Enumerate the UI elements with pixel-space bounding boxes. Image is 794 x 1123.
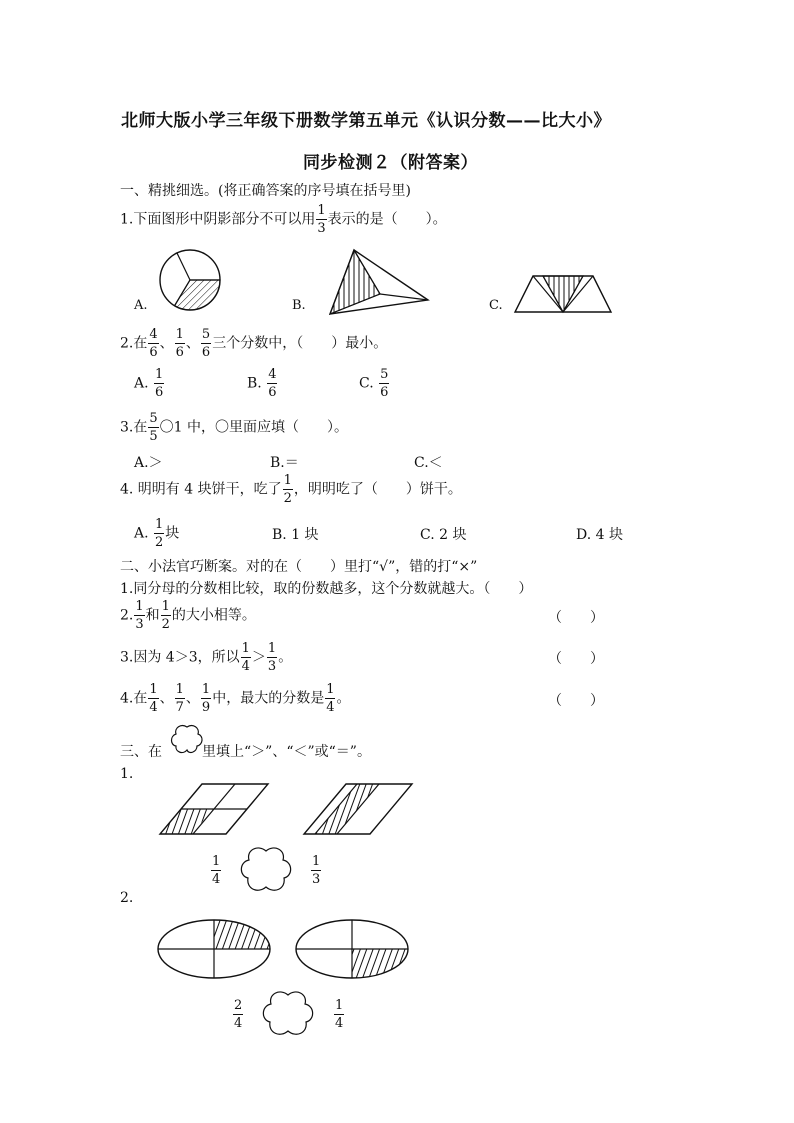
fraction-right: $\frac{1}{3}$ [312,854,321,887]
question-1-4: 4. 明明有 4 块饼干，吃了 $\frac{1}{2}$ ，明明吃了（ ）饼干。 [120,473,462,506]
flower-answer-box[interactable] [260,990,316,1038]
circle-figure [158,248,224,314]
question-2-1: 1.同分母的分数相比较，取的份数越多，这个分数就越大。（ ） [120,581,533,597]
fraction-right: $\frac{1}{4}$ [335,998,344,1031]
question-text: 表示的是（ ）。 [327,211,447,228]
section3-heading: 三、在 里填上“＞”、“＜”或“＝”。 [120,744,371,760]
option-a[interactable]: A. $\frac{1}{2}$ 块 [134,517,180,550]
option-c[interactable]: C. 2 块 [420,527,467,543]
triangle-figure [318,248,430,318]
option-c[interactable]: C.＜ [414,455,443,471]
fraction-left: $\frac{1}{4}$ [212,854,221,887]
circle-placeholder-icon: 〇 [215,419,229,436]
option-b[interactable]: B. 1 块 [272,527,319,543]
trapezoid-figure [513,274,613,314]
option-b[interactable]: B.＝ [270,455,299,471]
answer-paren[interactable]: （ ） [548,610,604,626]
question-1-3: 3.在 $\frac{5}{5}$ 〇1 中，〇里面应填（ ）。 [120,411,348,444]
question-1-1 [120,204,447,235]
section2-heading: 二、小法官巧断案。对的在（ ）里打“√”，错的打“×” [120,559,478,575]
flower-blank-icon [170,724,204,754]
option-a[interactable]: A. $\frac{1}{6}$ [134,367,164,400]
option-c[interactable]: C. [489,298,503,313]
option-b[interactable]: B. $\frac{4}{6}$ [247,367,277,400]
section1-heading: 一、精挑细选。(将正确答案的序号填在括号里) [120,183,411,199]
question-1-2: 2.在 $\frac{4}{6}$ 、 $\frac{1}{6}$ 、 $\frac{5}{6}$ 三个分数中，（ ）最小。 [120,327,388,360]
page-title-line2: 同步检测２（附答案） [303,153,478,173]
parallelogram-left [158,782,270,836]
ellipse-right [294,918,410,980]
option-c[interactable]: C. $\frac{5}{6}$ [359,367,389,400]
option-b[interactable]: B. [292,298,306,313]
ellipse-left [156,918,272,980]
fraction: $\frac{1}{3}$ [317,203,326,236]
question-2-4: 4.在 $\frac{1}{4}$ 、 $\frac{1}{7}$ 、 $\frac{1}{9}$ 中，最大的分数是 $\frac{1}{4}$ 。 [120,682,351,715]
question-3-1-label: 1. [120,766,134,782]
option-d[interactable]: D. 4 块 [576,527,623,543]
question-2-3: 3.因为 4＞3，所以 $\frac{1}{4}$ ＞ $\frac{1}{3}$ 。 [120,641,293,674]
page-title-line1: 北师大版小学三年级下册数学第五单元《认识分数——比大小》 [121,111,611,131]
answer-paren[interactable]: （ ） [548,651,604,667]
question-text: 1.下面图形中阴影部分不可以用 [120,211,316,228]
answer-paren[interactable]: （ ） [548,693,604,709]
parallelogram-right [302,782,414,836]
flower-answer-box[interactable] [238,846,294,894]
answer-paren[interactable]: （ ） [483,581,533,597]
option-a[interactable]: A. [134,298,148,313]
question-2-2: 2. $\frac{1}{3}$ 和 $\frac{1}{2}$ 的大小相等。 [120,599,256,632]
question-3-2-label: 2. [120,890,134,906]
option-a[interactable]: A.＞ [134,455,163,471]
fraction-left: $\frac{2}{4}$ [234,998,243,1031]
